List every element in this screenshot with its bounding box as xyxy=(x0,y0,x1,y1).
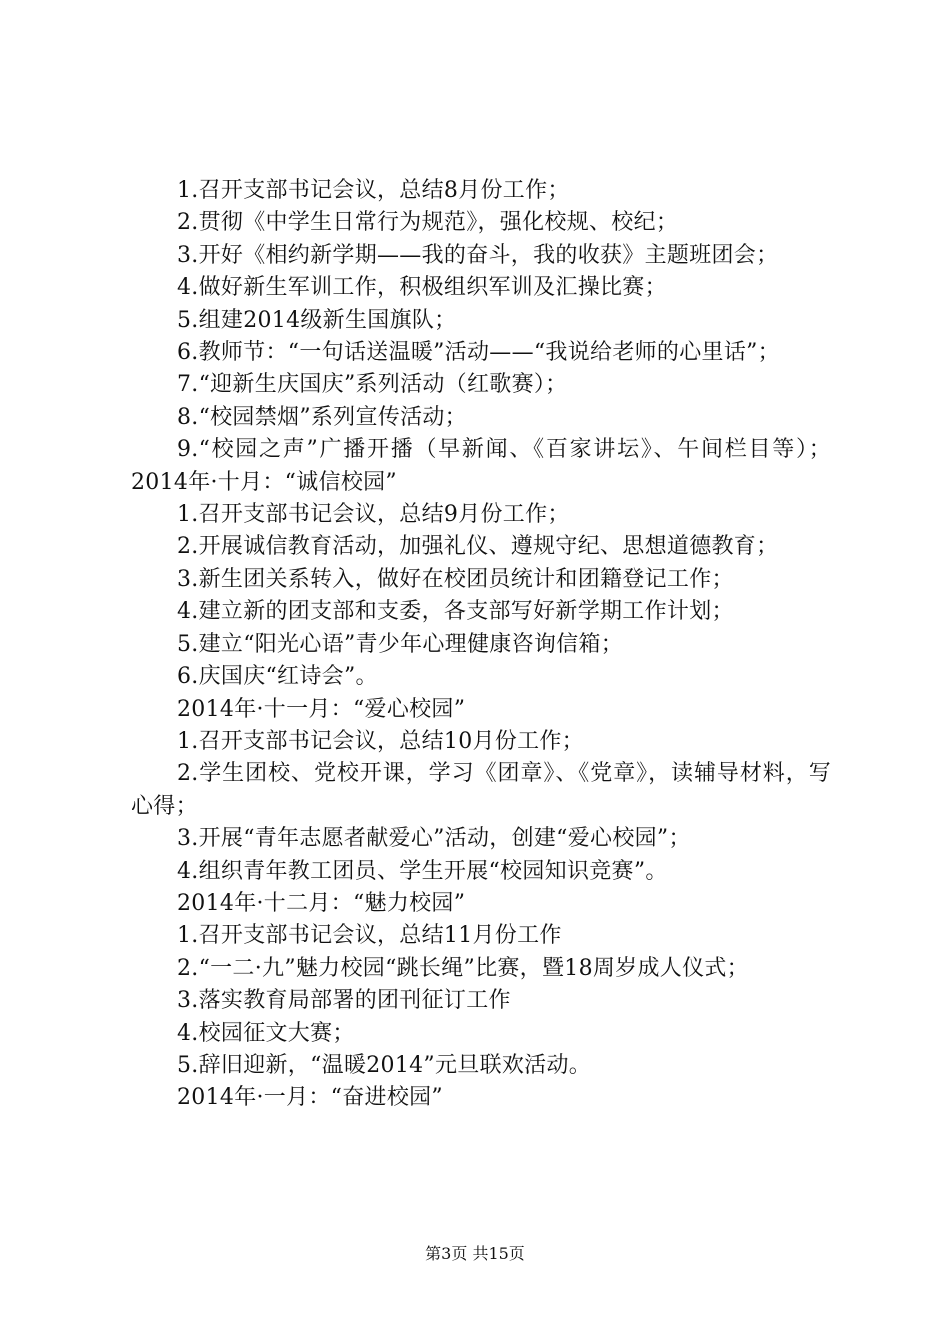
paragraph: 4.校园征文大赛； xyxy=(177,1020,355,1046)
paragraph: 6.庆国庆“红诗会”。 xyxy=(177,664,378,690)
paragraph: 3.开展“青年志愿者献爱心”活动，创建“爱心校园”； xyxy=(177,826,691,852)
section-heading: 2014年·十一月：“爱心校园” xyxy=(177,696,466,722)
paragraph: 1.召开支部书记会议，总结10月份工作； xyxy=(177,728,584,754)
paragraph: 5.辞旧迎新，“温暖2014”元旦联欢活动。 xyxy=(177,1052,592,1078)
paragraph: 1.召开支部书记会议，总结8月份工作； xyxy=(177,178,570,203)
paragraph: 3.新生团关系转入，做好在校团员统计和团籍登记工作； xyxy=(177,566,734,592)
paragraph: 8.“校园禁烟”系列宣传活动； xyxy=(177,404,467,430)
document-body xyxy=(131,175,831,1115)
page-number-label: 第3页 共15页 xyxy=(425,1244,525,1263)
paragraph: 9.“校园之声”广播开播（早新闻、《百家讲坛》、午间栏目等）；2014年·十月：“诚信校园” xyxy=(131,437,831,495)
section-heading: 2014年·一月：“奋进校园” xyxy=(177,1085,443,1111)
paragraph: 2.学生团校、党校开课，学习《团章》、《党章》，读辅导材料，写心得； xyxy=(131,761,831,819)
paragraph: 5.组建2014级新生国旗队； xyxy=(177,307,457,333)
paragraph: 4.建立新的团支部和支委，各支部写好新学期工作计划； xyxy=(177,599,734,625)
paragraph: 4.组织青年教工团员、学生开展“校园知识竞赛”。 xyxy=(177,858,668,884)
page-footer xyxy=(0,1243,950,1265)
paragraph: 2.“一二·九”魅力校园“跳长绳”比赛，暨18周岁成人仪式； xyxy=(177,955,749,981)
paragraph: 2.贯彻《中学生日常行为规范》，强化校规、校纪； xyxy=(177,210,679,236)
paragraph: 1.召开支部书记会议，总结9月份工作； xyxy=(177,502,570,528)
paragraph: 7.“迎新生庆国庆”系列活动（红歌赛）； xyxy=(177,372,568,398)
paragraph: 5.建立“阳光心语”青少年心理健康咨询信箱； xyxy=(177,631,624,657)
paragraph: 1.召开支部书记会议，总结11月份工作 xyxy=(177,923,562,949)
paragraph: 3.开好《相约新学期——我的奋斗，我的收获》主题班团会； xyxy=(177,242,779,268)
paragraph: 3.落实教育局部署的团刊征订工作 xyxy=(177,988,511,1014)
section-heading: 2014年·十二月：“魅力校园” xyxy=(177,890,466,916)
paragraph: 4.做好新生军训工作，积极组织军训及汇操比赛； xyxy=(177,275,667,301)
paragraph: 6.教师节：“一句话送温暖”活动——“我说给老师的心里话”； xyxy=(177,340,780,366)
paragraph: 2.开展诚信教育活动，加强礼仪、遵规守纪、思想道德教育； xyxy=(177,534,779,560)
